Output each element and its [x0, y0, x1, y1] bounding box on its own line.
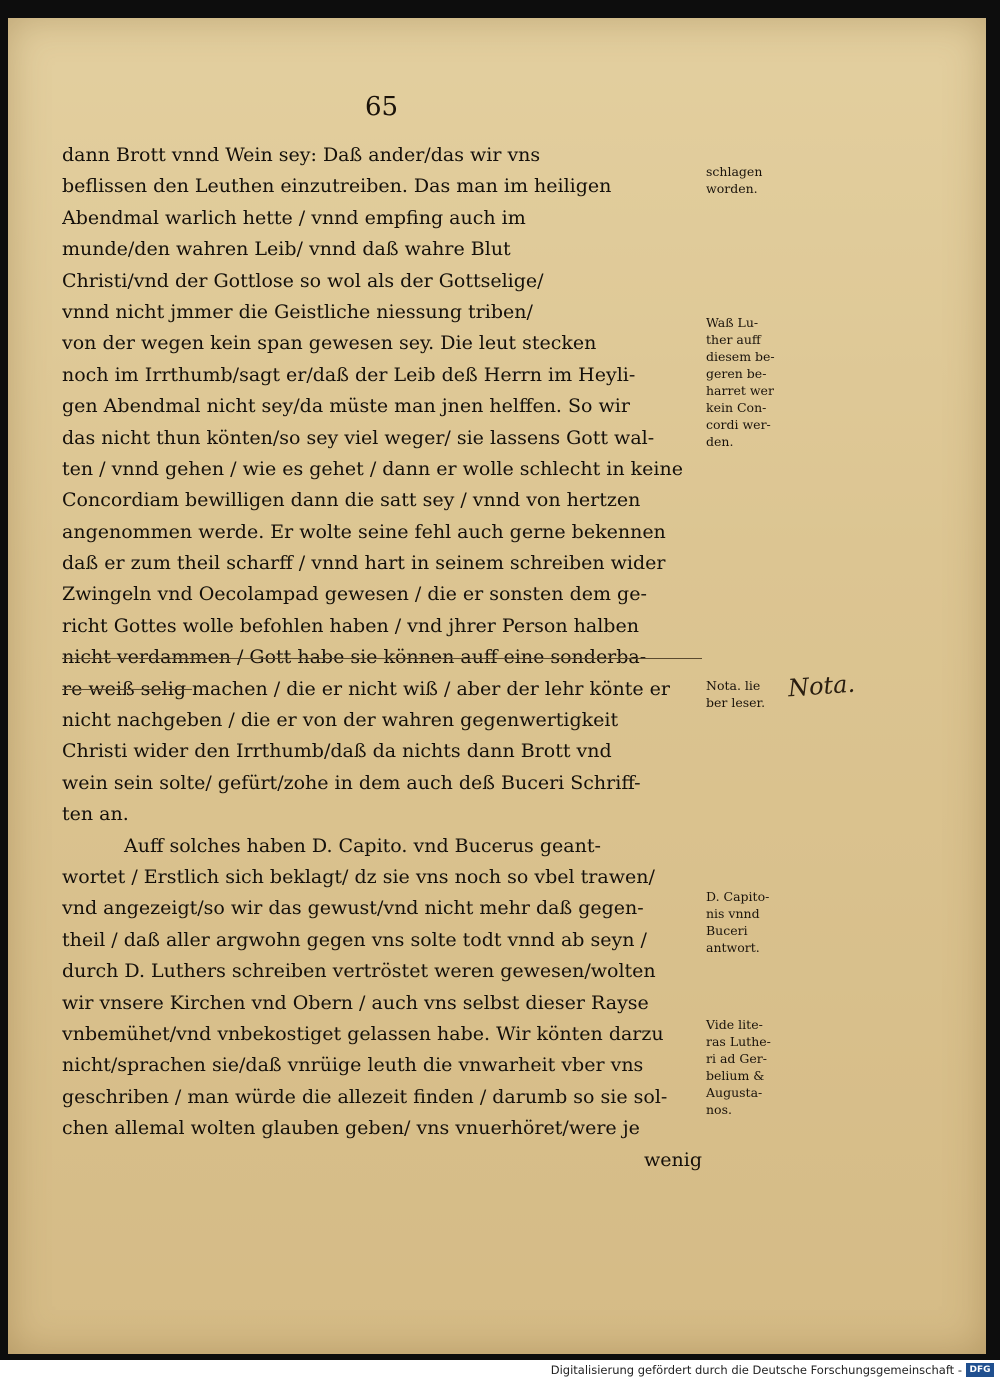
text-line: vnd angezeigt/so wir das gewust/vnd nicht mehr daß gegen-	[62, 897, 644, 920]
margin-note-line: Nota. lie	[706, 678, 761, 693]
text-line: Concordiam bewilligen dann die satt sey / vnnd von hertzen	[62, 489, 641, 512]
underline-mark	[62, 658, 702, 659]
footer-credit-text: Digitalisierung gefördert durch die Deutsche Forschungsgemeinschaft -	[550, 1363, 962, 1377]
text-line: chen allemal wolten glauben geben/ vns vnuerhöret/were je	[62, 1117, 640, 1140]
text-line: gen Abendmal nicht sey/da müste man jnen helffen. So wir	[62, 395, 630, 418]
margin-note-line: antwort.	[706, 940, 760, 955]
text-line: nicht/sprachen sie/daß vnrüige leuth die vnwarheit vber vns	[62, 1054, 644, 1077]
footer-bar	[0, 1360, 1000, 1381]
margin-note-line: schlagen	[706, 164, 763, 179]
text-line: das nicht thun könten/so sey viel weger/ sie lassens Gott wal-	[62, 426, 655, 449]
text-line: Auff solches haben D. Capito. vnd Bucerus geant-	[124, 834, 601, 857]
text-line: re weiß selig machen / die er nicht wiß / aber der lehr könte er	[62, 677, 670, 700]
text-line: vnnd nicht jmmer die Geistliche niessung triben/	[62, 300, 533, 323]
text-line: Christi wider den Irrthumb/daß da nichts dann Brott vnd	[62, 740, 612, 763]
margin-note-line: nis vnnd	[706, 906, 760, 921]
margin-note-line: diesem be-	[706, 349, 775, 364]
margin-note-line: ther auff	[706, 332, 761, 347]
text-line: Christi/vnd der Gottlose so wol als der Gottselige/	[62, 269, 544, 292]
margin-note-line: ber leser.	[706, 695, 766, 710]
text-line: daß er zum theil scharff / vnnd hart in seinem schreiben wider	[62, 552, 666, 575]
text-line: nicht verdammen / Gott habe sie können auff eine sonderba-	[62, 646, 647, 669]
text-line: dann Brott vnnd Wein sey: Daß ander/das wir vns	[62, 144, 541, 166]
margin-note	[706, 888, 816, 956]
handwritten-note: Nota.	[787, 669, 856, 703]
text-line: noch im Irrthumb/sagt er/daß der Leib deß Herrn im Heyli-	[62, 363, 636, 386]
text-line: Abendmal warlich hette / vnnd empfing auch im	[62, 206, 526, 229]
margin-note-line: harret wer	[706, 383, 774, 398]
text-line: ten / vnnd gehen / wie es gehet / dann er wolle schlecht in keine	[62, 457, 683, 480]
text-line: ten an.	[62, 803, 129, 826]
margin-note-line: den.	[706, 434, 734, 449]
margin-note-line: Augusta-	[706, 1085, 763, 1100]
text-line: theil / daß aller argwohn gegen vns solte todt vnnd ab seyn /	[62, 928, 647, 951]
text-line: durch D. Luthers schreiben vertröstet weren gewesen/wolten	[62, 960, 656, 983]
page-number: 65	[365, 92, 399, 122]
text-line: wortet / Erstlich sich beklagt/ dz sie vns noch so vbel trawen/	[62, 865, 655, 888]
text-line: beflissen den Leuthen einzutreiben. Das man im heiligen	[62, 175, 612, 198]
margin-note-line: ras Luthe-	[706, 1034, 771, 1049]
text-line: munde/den wahren Leib/ vnnd daß wahre Blut	[62, 238, 511, 261]
margin-note-line: worden.	[706, 181, 758, 196]
margin-note-line: kein Con-	[706, 400, 767, 415]
underline-mark	[62, 689, 192, 690]
dfg-logo: DFG	[966, 1363, 994, 1377]
margin-note-line: nos.	[706, 1102, 732, 1117]
text-line: nicht nachgeben / die er von der wahren gegenwertigkeit	[62, 709, 619, 732]
margin-note-line: Buceri	[706, 923, 748, 938]
text-line: richt Gottes wolle befohlen haben / vnd jhrer Person halben	[62, 614, 639, 637]
text-line: wir vnsere Kirchen vnd Obern / auch vns selbst dieser Rayse	[62, 991, 649, 1014]
margin-note-line: D. Capito-	[706, 889, 770, 904]
margin-note-line: cordi wer-	[706, 417, 771, 432]
margin-note-line: geren be-	[706, 366, 767, 381]
margin-note-line: Vide lite-	[706, 1017, 763, 1032]
margin-note-line: belium &	[706, 1068, 765, 1083]
margin-note	[706, 163, 816, 197]
margin-note-line: ri ad Ger-	[706, 1051, 767, 1066]
margin-note	[706, 1016, 816, 1118]
margin-note-line: Waß Lu-	[706, 315, 759, 330]
margin-note	[706, 314, 816, 450]
text-line: geschriben / man würde die allezeit finden / darumb so sie sol-	[62, 1085, 668, 1108]
text-line: vnbemühet/vnd vnbekostiget gelassen habe. Wir könten darzu	[62, 1022, 664, 1045]
text-line: Zwingeln vnd Oecolampad gewesen / die er sonsten dem ge-	[62, 583, 647, 606]
catchword: wenig	[644, 1148, 702, 1171]
text-line: von der wegen kein span gewesen sey. Die leut stecken	[62, 332, 597, 355]
text-line: angenommen werde. Er wolte seine fehl auch gerne bekennen	[62, 520, 666, 543]
text-line: wein sein solte/ gefürt/zohe in dem auch deß Buceri Schriff-	[62, 771, 641, 794]
